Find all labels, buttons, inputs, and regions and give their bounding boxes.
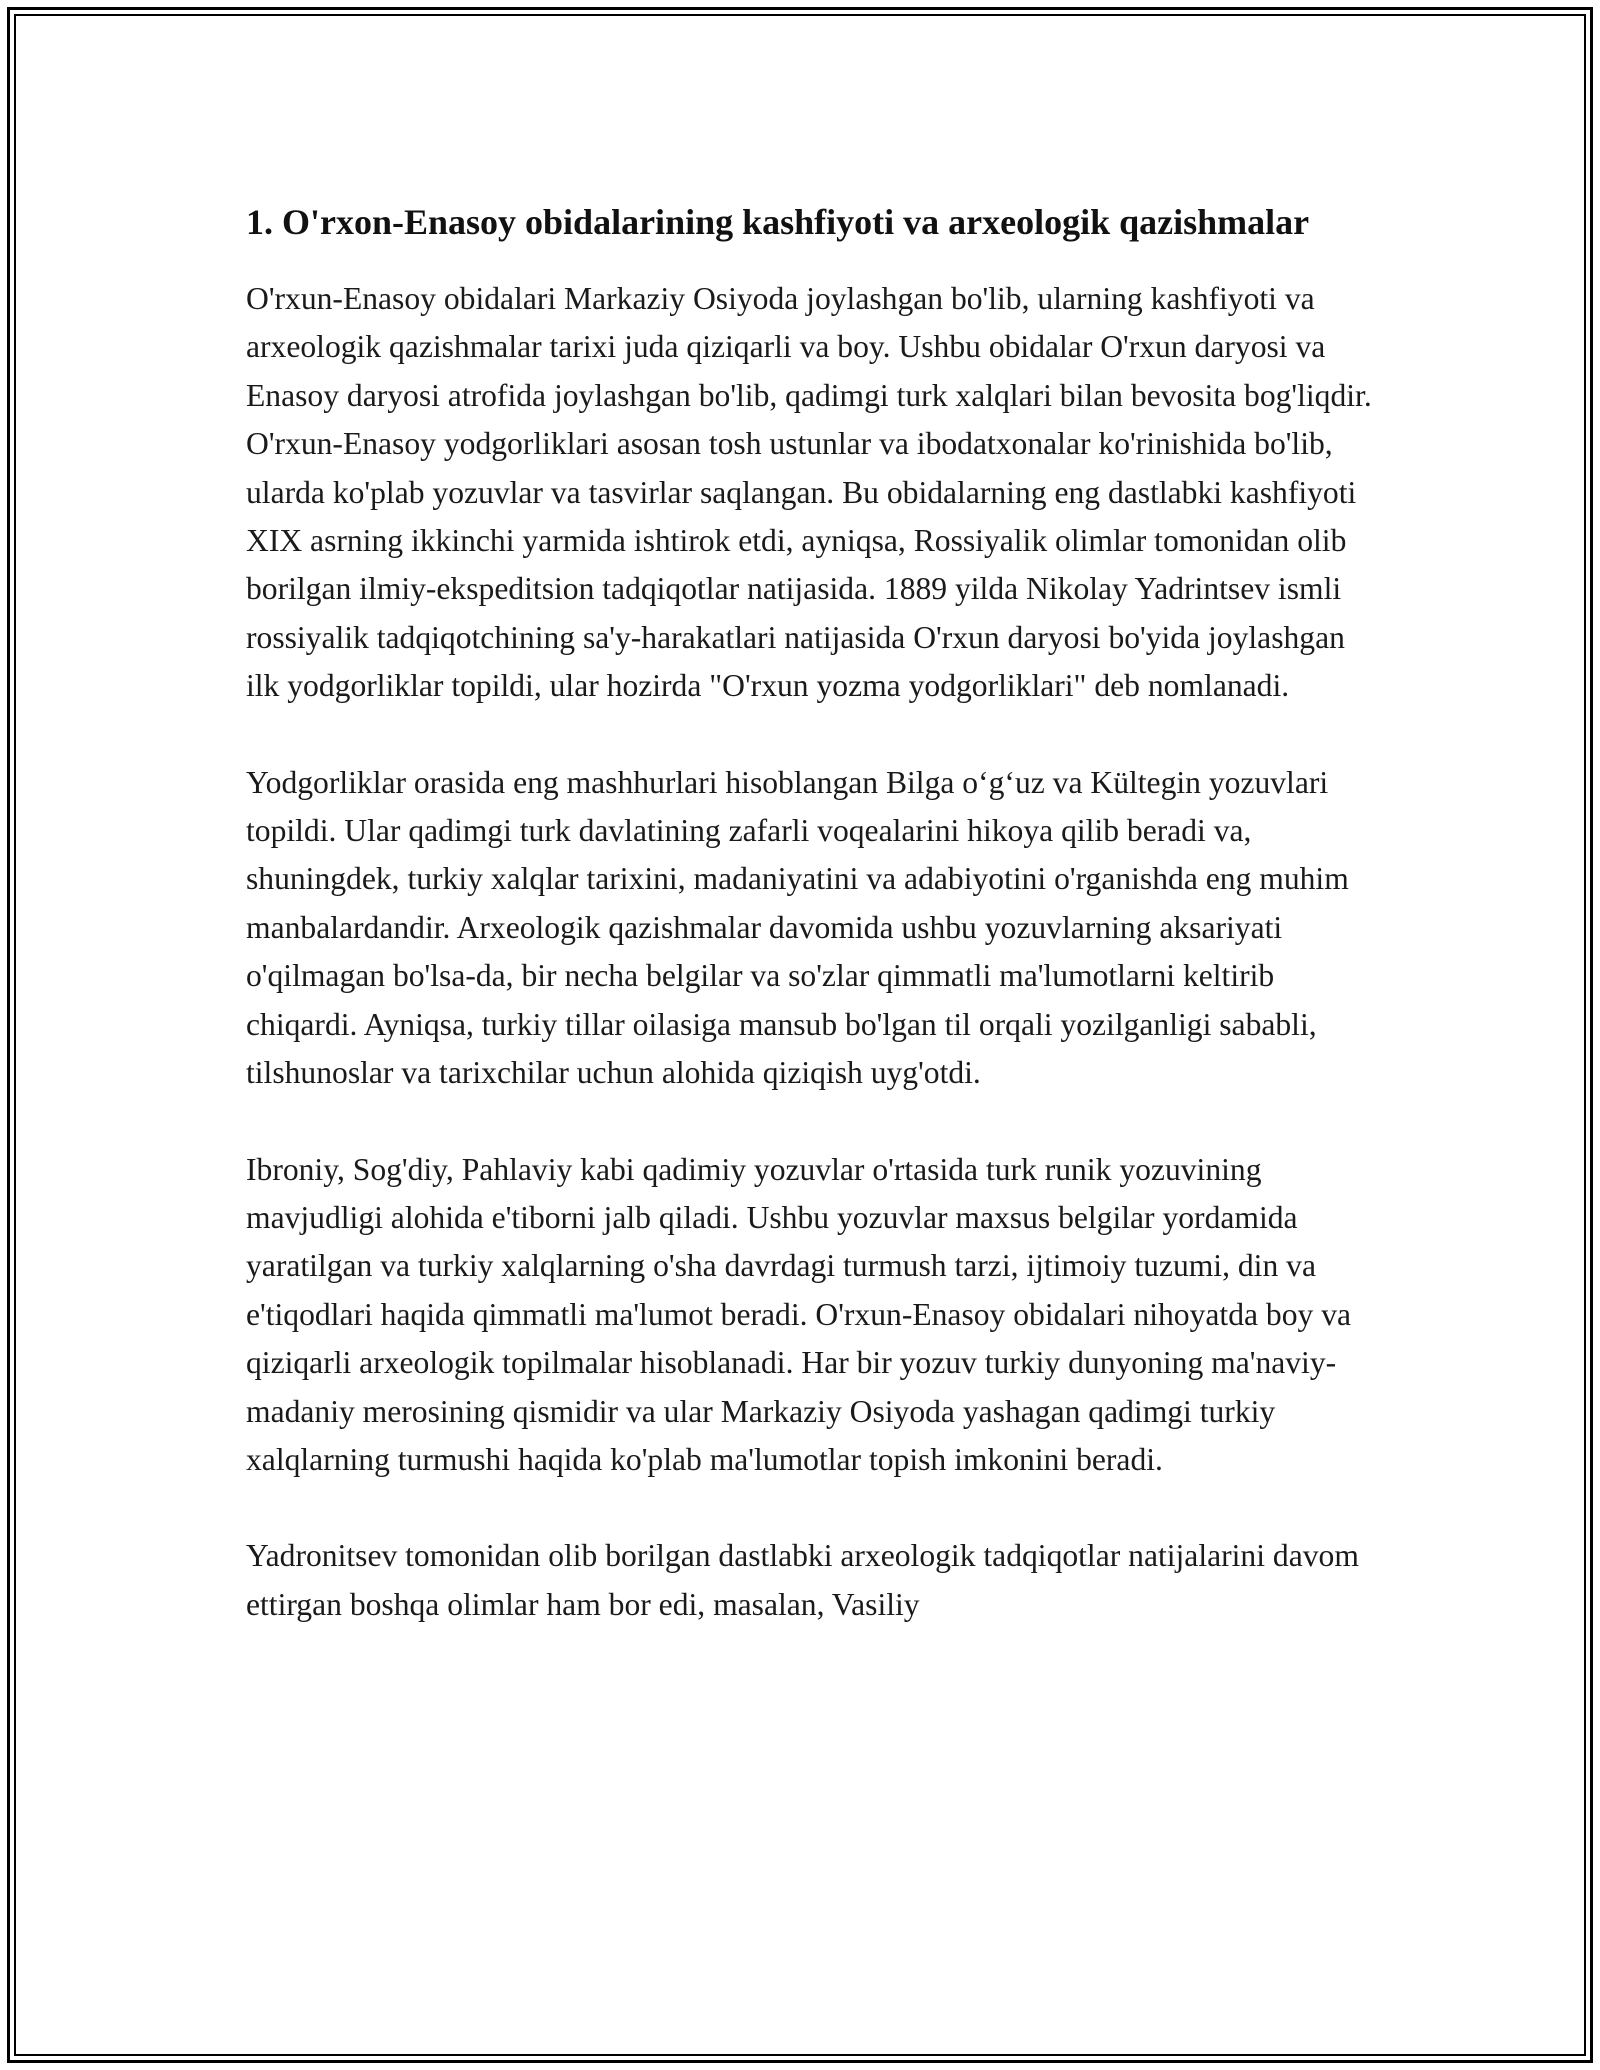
paragraph-discovery: O'rxun-Enasoy obidalari Markaziy Osiyoda joylashgan bo'lib, ularning kashfiyoti va arxeologik qazishmalar tarixi juda qiziqarli va boy. Ushbu obidalar O'rxun daryosi va Enasoy daryosi atrofida joylashgan bo'lib, qadimgi turk xalqlari bilan bevosita bog'liqdir. O'rxun-Enasoy yodgorliklari asosan tosh ustunlar va ibodatxonalar ko'rinishida bo'lib, ularda ko'plab yozuvlar va tasvirlar saqlangan. Bu obidalarning eng dastlabki kashfiyoti XIX asrning ikkinchi yarmida ishtirok etdi, ayniqsa, Rossiyalik olimlar tomonidan olib borilgan ilmiy-ekspeditsion tadqiqotlar natijasida. 1889 yilda Nikolay Yadrintsev ismli rossiyalik tadqiqotchining sa'y-harakatlari natijasida O'rxun daryosi bo'yida joylashgan ilk yodgorliklar topildi, ular hozirda "O'rxun yozma yodgorliklari" deb nomlanadi. <box>246 281 1372 704</box>
paragraph-later-research: Yadronitsev tomonidan olib borilgan dastlabki arxeologik tadqiqotlar natijalarini davom ettirgan boshqa olimlar ham bor edi, masalan, Vasiliy <box>246 1538 1359 1622</box>
paragraph-inscriptions: Yodgorliklar orasida eng mashhurlari hisoblangan Bilga o‘g‘uz va Kültegin yozuvlari topildi. Ular qadimgi turk davlatining zafarli voqealarini hikoya qilib beradi va, shuningdek, turkiy xalqlar tarixini, madaniyatini va adabiyotini o'rganishda eng muhim manbalardandir. Arxeologik qazishmalar davomida ushbu yozuvlarning aksariyati o'qilmagan bo'lsa-da, bir necha belgilar va so'zlar qimmatli ma'lumotlarni keltirib chiqardi. Ayniqsa, turkiy tillar oilasiga mansub bo'lgan til orqali yozilganligi sababli, tilshunoslar va tarixchilar uchun alohida qiziqish uyg'otdi. <box>246 764 1349 1091</box>
section-heading: 1. O'rxon-Enasoy obidalarining kashfiyoti va arxeologik qazishmalar <box>246 202 1310 242</box>
paragraph-runic-script: Ibroniy, Sog'diy, Pahlaviy kabi qadimiy yozuvlar o'rtasida turk runik yozuvining mavjudligi alohida e'tiborni jalb qiladi. Ushbu yozuvlar maxsus belgilar yordamida yaratilgan va turkiy xalqlarning o'sha davrdagi turmush tarzi, ijtimoiy tuzumi, din va e'tiqodlari haqida qimmatli ma'lumot beradi. O'rxun-Enasoy obidalari nihoyatda boy va qiziqarli arxeologik topilmalar hisoblanadi. Har bir yozuv turkiy dunyoning ma'naviy-madaniy merosining qismidir va ular Markaziy Osiyoda yashagan qadimgi turkiy xalqlarning turmushi haqida ko'plab ma'lumotlar topish imkonini beradi. <box>246 1151 1352 1477</box>
document-body <box>246 195 1386 1677</box>
page-frame <box>7 7 1593 2063</box>
